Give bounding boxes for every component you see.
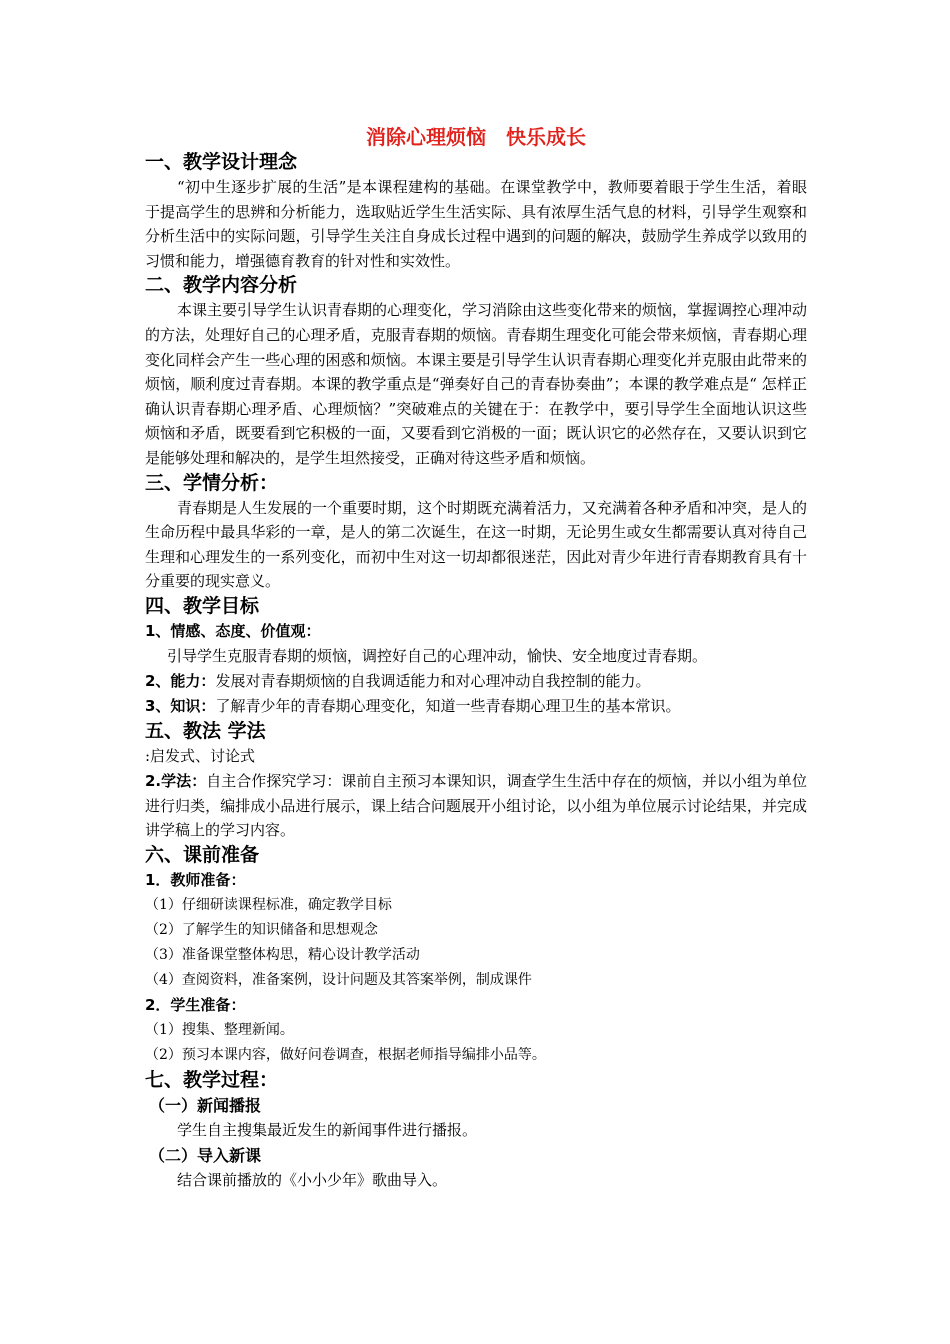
list-item: （2）了解学生的知识储备和思想观念 <box>145 921 378 938</box>
objective-3-body: 了解青少年的青春期心理变化，知道一些青春期心理卫生的基本常识。 <box>215 696 681 715</box>
list-item: （3）准备课堂整体构思，精心设计教学活动 <box>145 946 420 963</box>
section-heading-preparation: 六、课前准备 <box>145 843 260 866</box>
process-step-1-label: （一）新闻播报 <box>149 1095 262 1115</box>
learning-method-body: 自主合作探究学习：课前自主预习本课知识，调查学生生活中存在的烦恼，并以小组为单位进行归类，编排成小品进行展示，课上结合问题展开小组讨论，以小组为单位展示讨论结果，并完成讲学稿上的学习内容。 <box>145 771 807 840</box>
section-heading-design-concept: 一、教学设计理念 <box>145 151 298 173</box>
teacher-prep-label: 1．教师准备： <box>145 870 246 889</box>
objective-3-label: 3、知识： <box>145 696 216 715</box>
objective-1-body: 引导学生克服青春期的烦恼，调控好自己的心理冲动，愉快、安全地度过青春期。 <box>167 646 708 665</box>
teaching-method-line: :启发式、讨论式 <box>145 746 256 765</box>
section-body-student-analysis: 青春期是人生发展的一个重要时期，这个时期既充满着活力，又充满着各种矛盾和冲突，是人的生命历程中最具华彩的一章，是人的第二次诞生，在这一时期，无论男生或女生都需要认真对待自己生理和心理发生的一系列变化，而初中生对这一切却都很迷茫，因此对青少年进行青春期教育具有十分重要的现实意义。 <box>145 498 808 591</box>
process-step-2-label: （二）导入新课 <box>149 1145 262 1165</box>
process-step-2-body: 结合课前播放的《小小少年》歌曲导入。 <box>177 1170 448 1189</box>
process-step-1-body: 学生自主搜集最近发生的新闻事件进行播报。 <box>177 1120 478 1139</box>
list-item: （1）仔细研读课程标准，确定教学目标 <box>145 896 392 913</box>
student-prep-label: 2．学生准备： <box>145 995 246 1014</box>
section-body-content-analysis: 本课主要引导学生认识青春期的心理变化，学习消除由这些变化带来的烦恼，掌握调控心理冲动的方法，处理好自己的心理矛盾，克服青春期的烦恼。青春期生理变化可能会带来烦恼，青春期心理变化同样会产生一些心理的困惑和烦恼。本课主要是引导学生认识青春期心理变化并克服由此带来的烦恼，顺利度过青春期。本课的教学重点是“弹奏好自己的青春协奏曲”；本课的教学难点是“ 怎样正确认识青春期心理矛盾、心理烦恼？”突破难点的关键在于：在教学中，要引导学生全面地认识这些烦恼和矛盾，既要看到它积极的一面，又要看到它消极的一面；既认识它的必然存在，又要认识到它是能够处理和解决的，是学生坦然接受，正确对待这些矛盾和烦恼。 <box>145 301 808 467</box>
list-item: （4）查阅资料，准备案例，设计问题及其答案举例，制成课件 <box>145 971 532 988</box>
section-heading-student-analysis: 三、学情分析： <box>145 471 279 494</box>
document-title: 消除心理烦恼 快乐成长 <box>366 125 586 149</box>
section-heading-objectives: 四、教学目标 <box>145 594 260 617</box>
list-item: （2）预习本课内容，做好问卷调查，根据老师指导编排小品等。 <box>145 1046 546 1063</box>
list-item: （1）搜集、整理新闻。 <box>145 1021 294 1038</box>
objective-2-label: 2、能力： <box>145 671 216 690</box>
objective-1-label: 1、情感、态度、价值观： <box>145 621 321 640</box>
objective-3 <box>145 694 807 719</box>
section-heading-process: 七、教学过程： <box>145 1068 279 1091</box>
document-page <box>145 124 807 1193</box>
learning-method <box>145 769 807 843</box>
objective-2-body: 发展对青春期烦恼的自我调适能力和对心理冲动自我控制的能力。 <box>215 671 651 690</box>
objective-2 <box>145 669 807 694</box>
learning-method-label: 2.学法： <box>145 771 207 790</box>
section-body-design-concept: “初中生逐步扩展的生活”是本课程建构的基础。在课堂教学中，教师要着眼于学生生活，着眼于提高学生的思辨和分析能力，选取贴近学生生活实际、具有浓厚生活气息的材料，引导学生观察和分析生活中的实际问题，引导学生关注自身成长过程中遇到的问题的解决，鼓励学生养成学以致用的习惯和能力，增强德育教育的针对性和实效性。 <box>145 178 807 270</box>
section-heading-methods: 五、教法 学法 <box>145 719 266 742</box>
section-heading-content-analysis: 二、教学内容分析 <box>145 274 298 297</box>
